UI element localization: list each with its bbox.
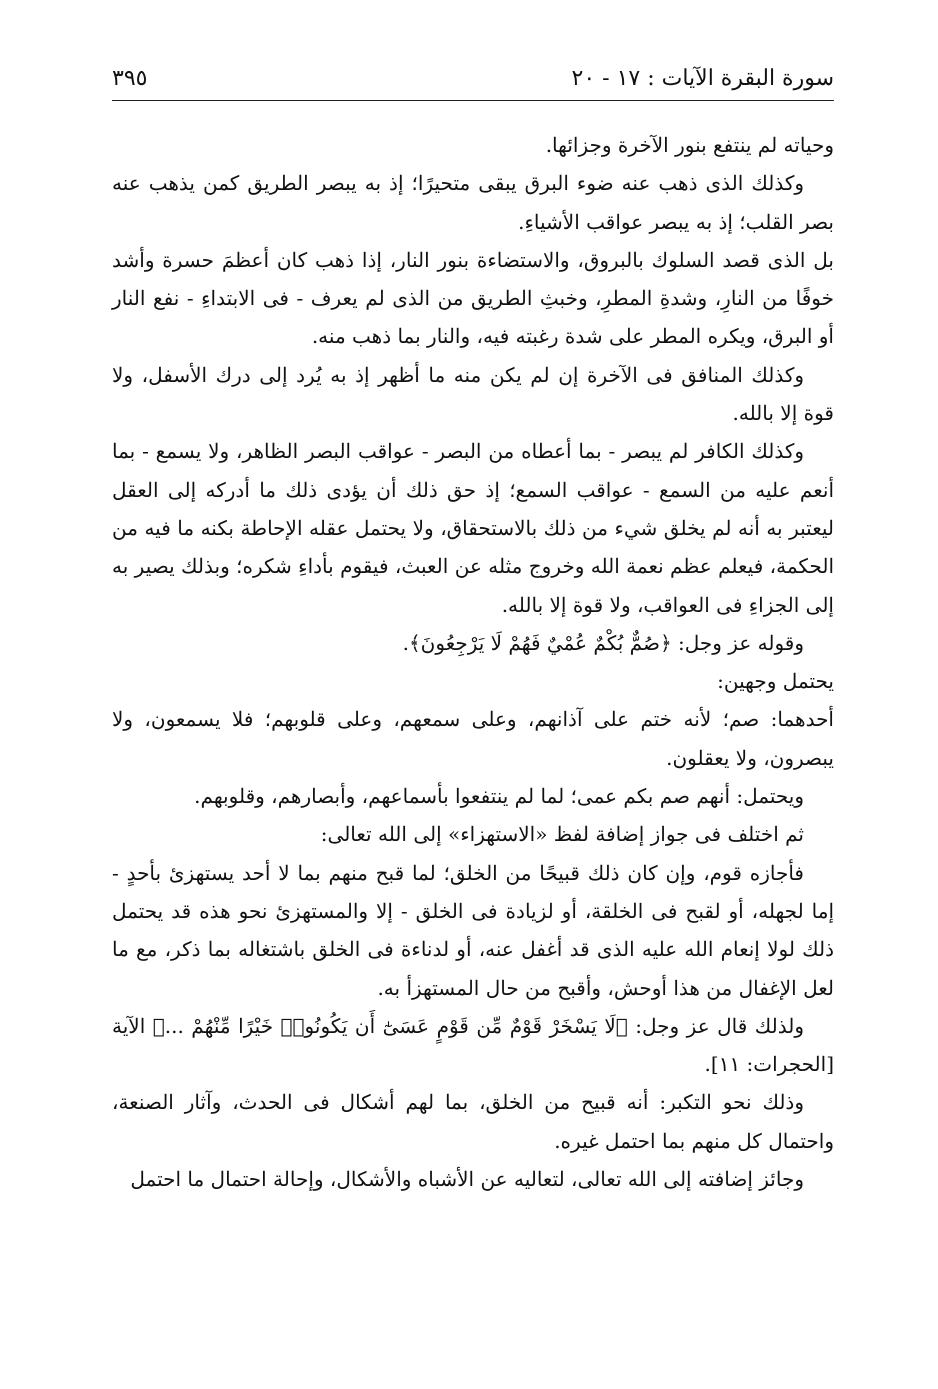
paragraph: أحدهما: صم؛ لأنه ختم على آذانهم، وعلى سمعهم، وعلى قلوبهم؛ فلا يسمعون، ولا يبصرون، ولا يعقلون.: [112, 707, 834, 770]
paragraph: وكذلك المنافق فى الآخرة إن لم يكن منه ما أظهر إذ به يُرد إلى درك الأسفل، ولا قوة إلا بالله.: [112, 362, 834, 426]
running-header: [112, 58, 834, 98]
paragraph: وكذلك الذى ذهب عنه ضوء البرق يبقى متحيرًا؛ إذ به يبصر الطريق كمن يذهب عنه بصر القلب؛ إذ به يبصر عواقب الأشياءِ.: [112, 171, 834, 234]
paragraph: ويحتمل: أنهم صم بكم عمى؛ لما لم ينتفعوا بأسماعهم، وأبصارهم، وقلوبهم.: [194, 784, 804, 809]
header-divider: [112, 100, 834, 101]
paragraph: وكذلك الكافر لم يبصر - بما أعطاه من البصر - عواقب البصر الظاهر، ولا يسمع - بما أنعم عليه من السمع - عواقب السمع؛ إذ حق ذلك أن يؤدى ذلك ما أدركه إلى العقل ليعتبر به أنه لم يخلق شيء من ذلك بالاستحقاق، ولا يحتمل عقله الإحاطة بكنه ما فيه من الحكمة، فيعلم عظم نعمة الله وخروج مثله عن العبث، فيقوم بأداءِ شكره؛ وبذلك يصير به إلى الجزاءِ فى العواقب، ولا قوة إلا بالله.: [112, 439, 834, 617]
paragraph: وذلك نحو التكبر: أنه قبيح من الخلق، بما لهم أشكال فى الحدث، وآثار الصنعة، واحتمال كل منهم بما احتمل غيره.: [112, 1090, 834, 1153]
paragraph: ثم اختلف فى جواز إضافة لفظ «الاستهزاء» إلى الله تعالى:: [320, 822, 804, 847]
quran-verse-paragraph: وقوله عز وجل: ﴿صُمٌّ بُكْمٌ عُمْيٌ فَهُمْ لَا يَرْجِعُونَ﴾.: [402, 630, 804, 655]
page-number: ٣٩٥: [112, 65, 148, 91]
paragraph: وحياته لم ينتفع بنور الآخرة وجزائها.: [545, 133, 834, 157]
paragraph: فأجازه قوم، وإن كان ذلك قبيحًا من الخلق؛ لما قبح منهم بما لا أحد يستهزئ بأحدٍ - إما لجهله، أو لقبح فى الخلقة، أو لزيادة فى الخلق - إلا والمستهزئ نحو هذه قد يحتمل ذلك لولا إنعام الله عليه الذى قد أغفل عنه، أو لدناءة فى الخلق باشتغاله بما ذكر، مع ما لعل الإغفال من هذا أوحش، وأقبح من حال المستهزأ به.: [112, 860, 834, 1000]
page-body: [112, 126, 834, 1198]
header-title: سورة البقرة الآيات : ١٧ - ٢٠: [571, 65, 834, 91]
quran-verse-paragraph: ولذلك قال عز وجل: ﴿لَا يَسْخَرْ قَوْمٌ مِّن قَوْمٍ عَسَىٰٓ أَن يَكُونُوا۟ خَيْرًا مِّنْهُمْ ...﴾ الآية [الحجرات: ١١].: [112, 1013, 834, 1077]
paragraph: وجائز إضافته إلى الله تعالى، لتعاليه عن الأشباه والأشكال، وإحالة احتمال ما احتمل: [130, 1167, 804, 1192]
paragraph: يحتمل وجهين:: [717, 669, 834, 694]
paragraph: بل الذى قصد السلوك بالبروق، والاستضاءة بنور النار، إذا ذهب كان أعظمَ حسرة وأشد خوفًا من النارِ، وشدةِ المطرِ، وخبثِ الطريق من الذى لم يعرف - فى الابتداءِ - نفع النار أو البرق، ويكره المطر على شدة رغبته فيه، والنار بما ذهب منه.: [112, 247, 834, 349]
